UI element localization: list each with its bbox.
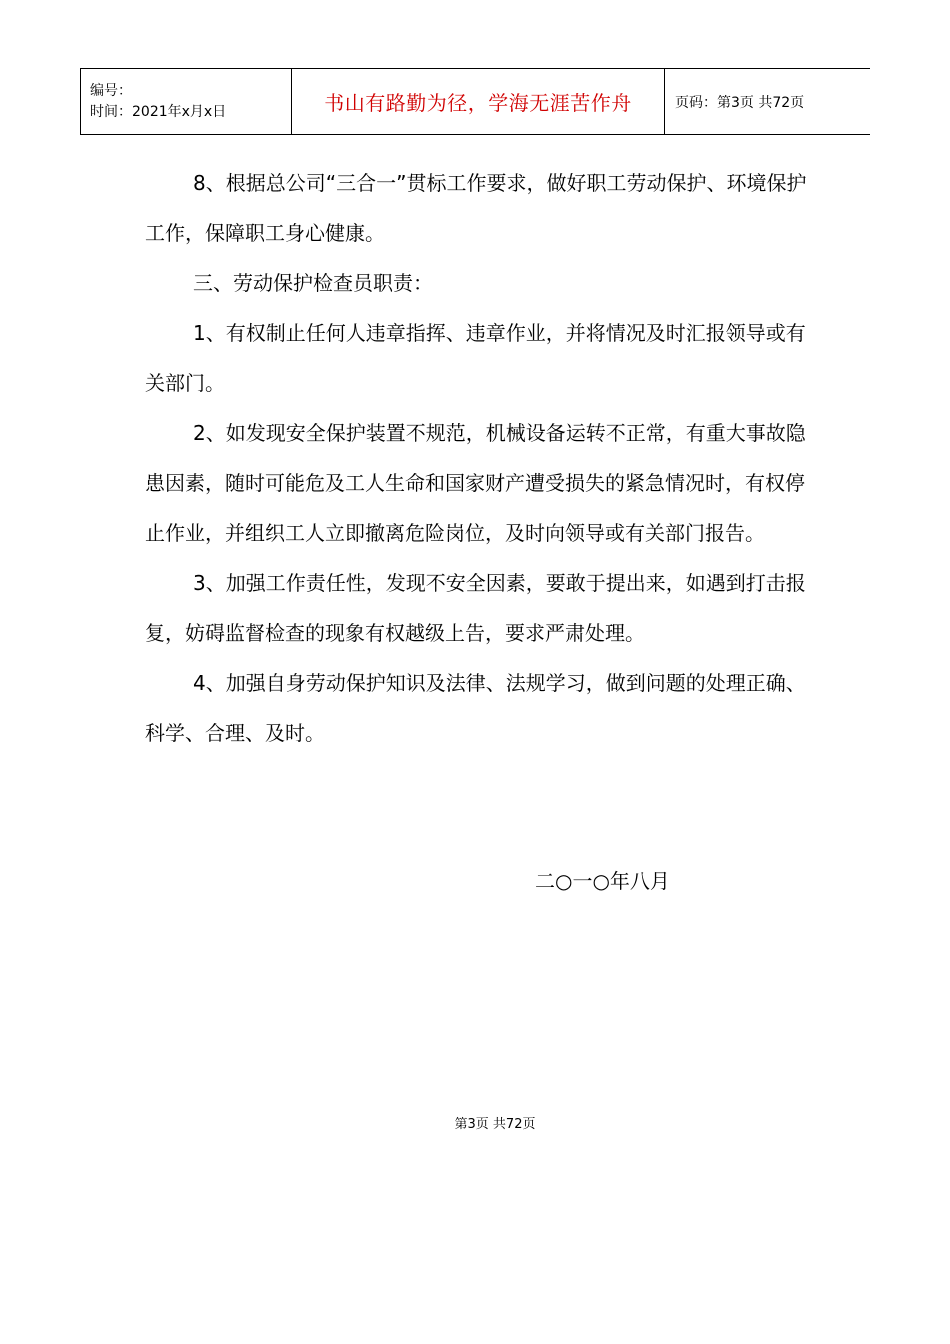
page-footer: 第3页 共72页 [454,1117,536,1132]
paragraph-duty-1: 1、有权制止任何人违章指挥、违章作业，并将情况及时汇报领导或有关部门。 [145,321,806,395]
paragraph-duty-3: 3、加强工作责任性，发现不安全因素，要敢于提出来，如遇到打击报复，妨碍监督检查的现象有权越级上告，要求严肃处理。 [145,571,806,645]
document-body [145,158,815,758]
paragraph-duty-4: 4、加强自身劳动保护知识及法律、法规学习，做到问题的处理正确、科学、合理、及时。 [145,671,806,745]
document-header-table [80,68,870,135]
header-motto: 书山有路勤为径，学海无涯苦作舟 [292,69,665,135]
section-heading-inspector-duties: 三、劳动保护检查员职责： [193,271,433,295]
document-date: 二○一○年八月 [535,869,670,893]
header-meta-cell [81,69,292,135]
header-page-info: 页码：第3页 共72页 [665,69,871,135]
document-number-label: 编号： [90,82,132,99]
paragraph-duty-2: 2、如发现安全保护装置不规范，机械设备运转不正常，有重大事故隐患因素，随时可能危及工人生命和国家财产遭受损失的紧急情况时，有权停止作业，并组织工人立即撤离危险岗位，及时向领导或有关部门报告。 [145,421,806,545]
paragraph-item-8: 8、根据总公司“三合一”贯标工作要求，做好职工劳动保护、环境保护工作，保障职工身心健康。 [145,171,807,245]
document-time-label: 时间：2021年x月x日 [90,103,227,120]
